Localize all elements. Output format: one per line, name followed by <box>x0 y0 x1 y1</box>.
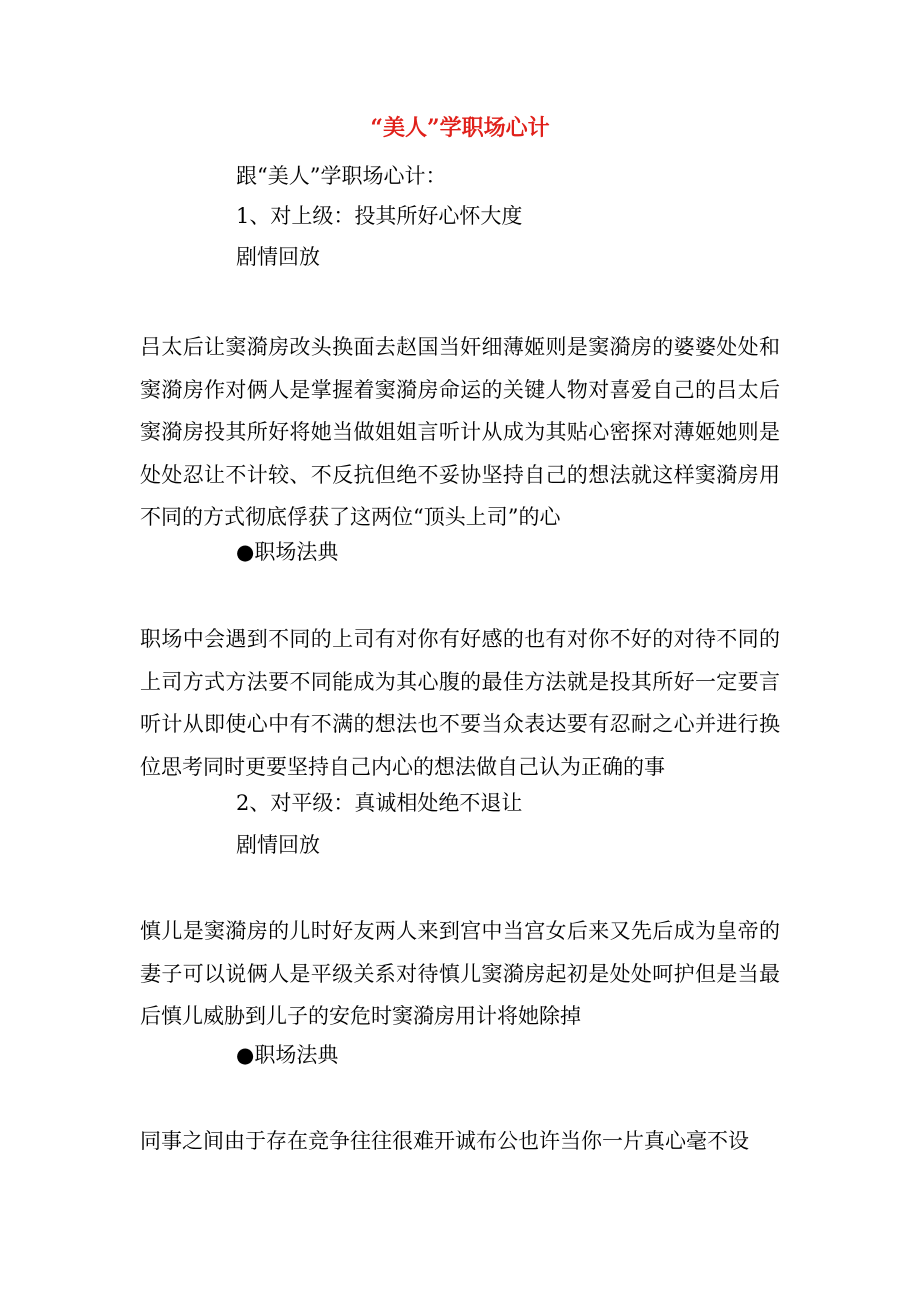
section2-law-text: 同事之间由于存在竞争往往很难开诚布公也许当你一片真心毫不设 <box>140 1129 749 1153</box>
section1-heading: 1、对上级：投其所好心怀大度 <box>236 204 523 228</box>
document-title: “美人”学职场心计 <box>370 115 550 141</box>
section2-law-label: ●职场法典 <box>236 1043 339 1067</box>
section1-replay-label: 剧情回放 <box>236 245 320 269</box>
section1-law-label: ●职场法典 <box>236 540 339 564</box>
intro-line: 跟“美人”学职场心计： <box>236 164 447 188</box>
section1-replay-text: 吕太后让窦漪房改头换面去赵国当奸细薄姬则是窦漪房的婆婆处处和窦漪房作对俩人是掌握着窦漪房命运的关键人物对喜爱自己的吕太后窦漪房投其所好将她当做姐姐言听计从成为其贴心密探对薄姬她则是处处忍让不计较、不反抗但绝不妥协坚持自己的想法就这样窦漪房用不同的方式彻底俘获了这两位“顶头上司”的心 <box>140 335 780 530</box>
section2-heading: 2、对平级：真诚相处绝不退让 <box>236 791 523 815</box>
section2-replay-label: 剧情回放 <box>236 833 320 857</box>
section2-replay-text: 慎儿是窦漪房的儿时好友两人来到宫中当宫女后来又先后成为皇帝的妻子可以说俩人是平级关系对待慎儿窦漪房起初是处处呵护但是当最后慎儿威胁到儿子的安危时窦漪房用计将她除掉 <box>140 919 780 1029</box>
section1-law-text: 职场中会遇到不同的上司有对你有好感的也有对你不好的对待不同的上司方式方法要不同能成为其心腹的最佳方法就是投其所好一定要言听计从即使心中有不满的想法也不要当众表达要有忍耐之心并进行换位思考同时更要坚持自己内心的想法做自己认为正确的事 <box>140 627 780 779</box>
